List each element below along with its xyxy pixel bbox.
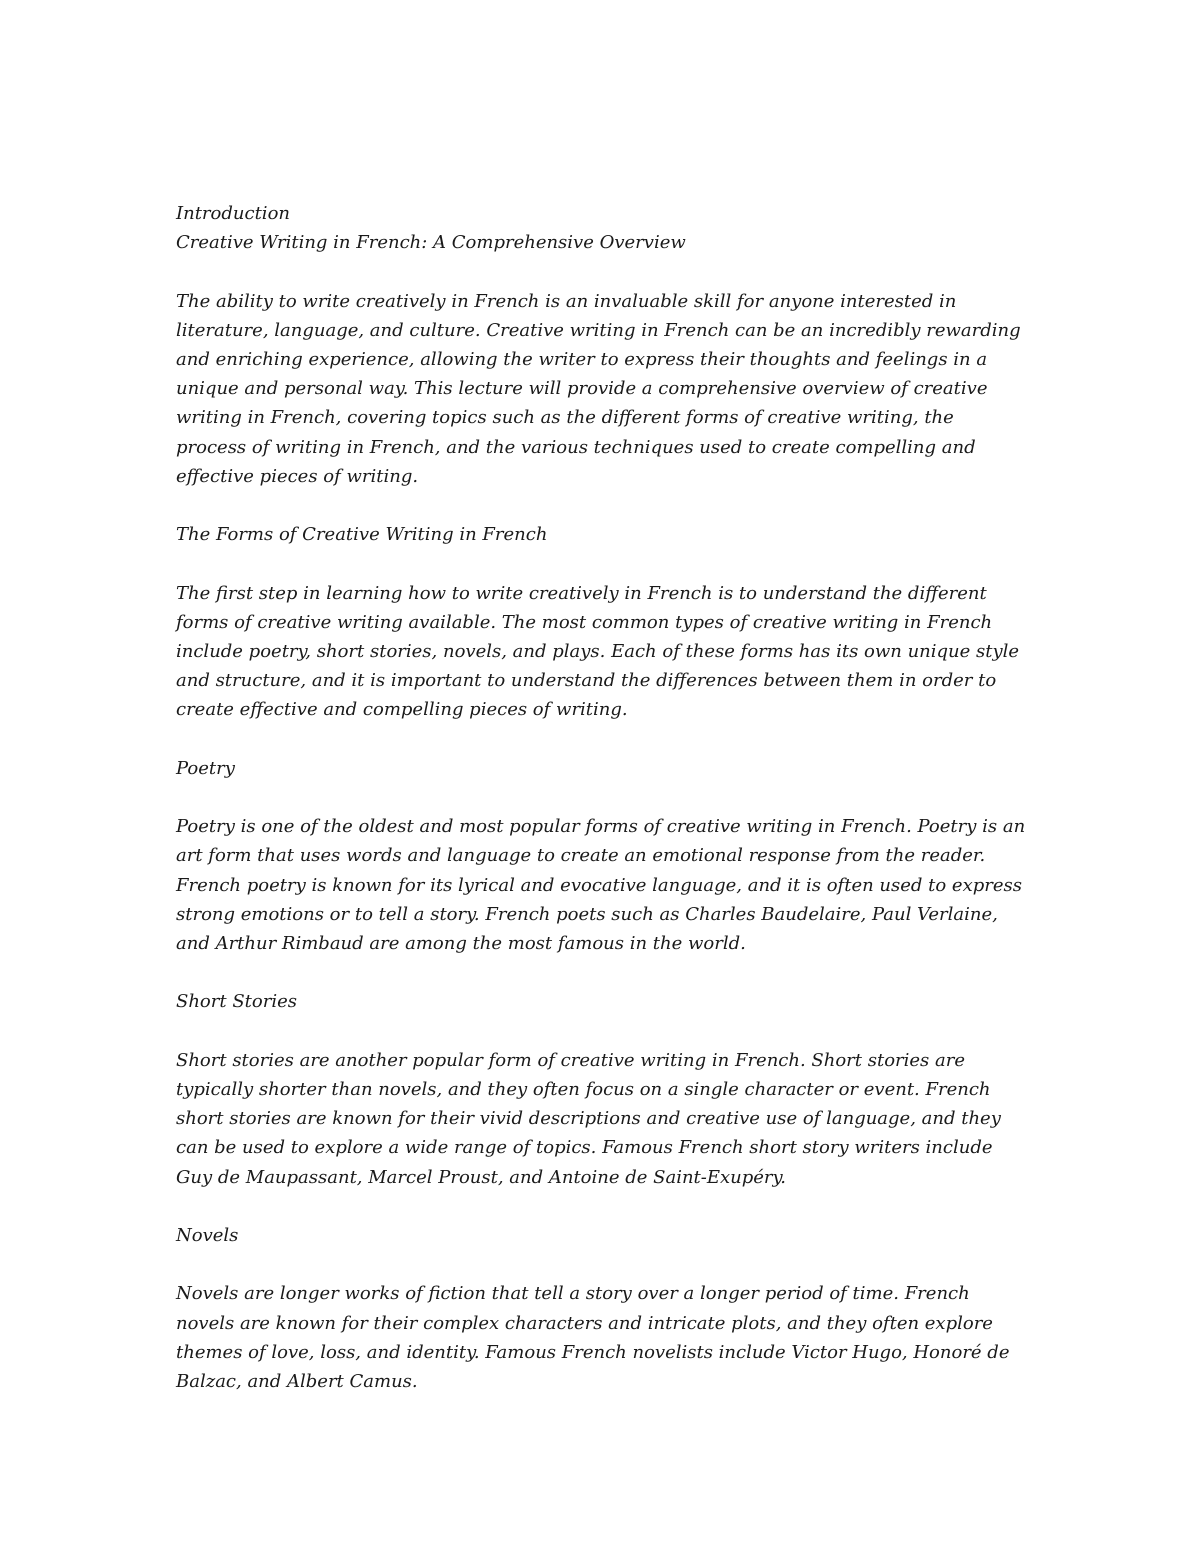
section-heading-short-stories: Short Stories [176,991,297,1013]
document-title: Creative Writing in French: A Comprehensive Overview [176,232,686,254]
spacer [176,958,1026,987]
section-heading-forms: The Forms of Creative Writing in French [176,524,548,546]
short-stories-paragraph: Short stories are another popular form of creative writing in French. Short stories are typically shorter than novels, and they often focus on a single character or event. French short stories are known for their vivid descriptions and creative use of language, and they can be used to explore a wide range of topics. Famous French short story writers include Guy de Maupassant, Marcel Proust, and Antoine de Saint-Exupéry. [176,1049,1001,1188]
intro-paragraph: The ability to write creatively in French is an invaluable skill for anyone interested in literature, language, and culture. Creative writing in French can be an incredibly rewarding and enriching experience, allowing the writer to express their thoughts and feelings in a unique and personal way. This lecture will provide a comprehensive overview of creative writing in French, covering topics such as the different forms of creative writing, the process of writing in French, and the various techniques used to create compelling and effective pieces of writing. [176,290,1021,487]
novels-paragraph: Novels are longer works of fiction that tell a story over a longer period of time. French novels are known for their complex characters and intricate plots, and they often explore themes of love, loss, and identity. Famous French novelists include Victor Hugo, Honoré de Balzac, and Albert Camus. [176,1283,1010,1392]
poetry-paragraph: Poetry is one of the oldest and most popular forms of creative writing in French. Poetry is an art form that uses words and language to create an emotional response from the reader. French poetry is known for its lyrical and evocative language, and it is often used to express strong emotions or to tell a story. French poets such as Charles Baudelaire, Paul Verlaine, and Arthur Rimbaud are among the most famous in the world. [176,816,1026,954]
section-heading-novels: Novels [176,1224,239,1246]
spacer [176,491,1026,520]
spacer [176,1017,1026,1046]
forms-paragraph: The first step in learning how to write creatively in French is to understand the different forms of creative writing available. The most common types of creative writing in French include poetry, short stories, novels, and plays. Each of these forms has its own unique style and structure, and it is important to understand the differences between them in order to create effective and compelling pieces of writing. [176,582,1020,721]
spacer [176,1192,1026,1221]
section-heading-introduction: Introduction [176,203,290,224]
section-heading-poetry: Poetry [176,757,235,779]
spacer [176,257,1026,286]
spacer [176,549,1026,578]
spacer [176,783,1026,812]
spacer [176,1250,1026,1279]
spacer [176,725,1026,754]
document-body [176,199,1026,1396]
